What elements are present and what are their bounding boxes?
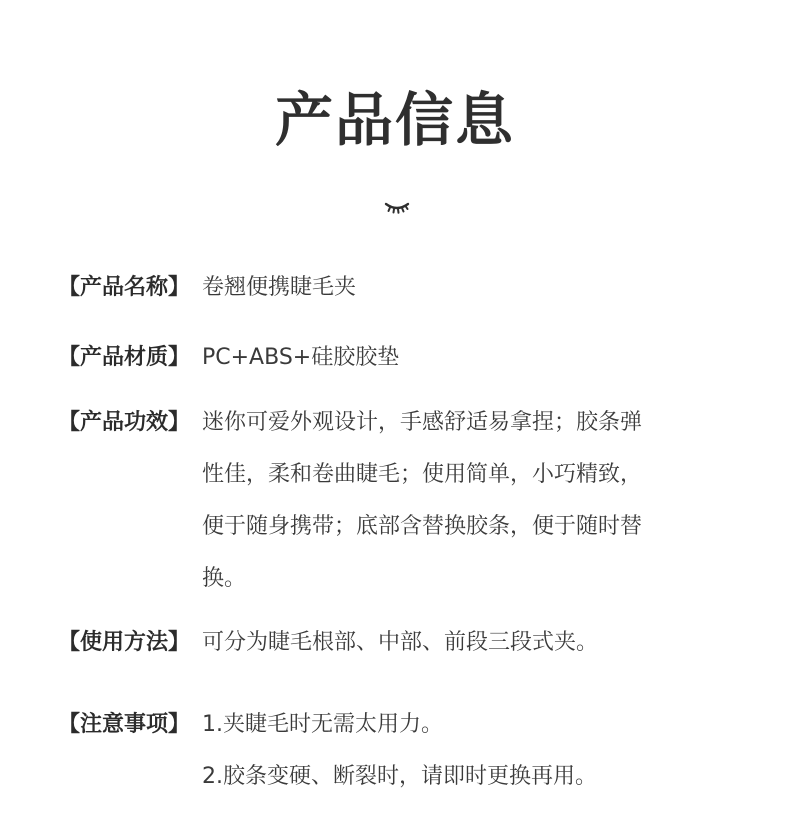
eyelash-icon <box>383 200 411 216</box>
product-name-label: 【产品名称】 <box>58 275 191 300</box>
product-material-text: PC+ABS+硅胶胶垫 <box>202 345 400 370</box>
notes-line: 2.胶条变硬、断裂时，请即时更换再用。 <box>202 764 597 789</box>
product-material-value <box>202 332 722 384</box>
product-effect-line: 便于随身携带；底部含替换胶条，便于随时替 <box>202 514 643 539</box>
product-material-label: 【产品材质】 <box>58 345 191 370</box>
product-effect-line: 迷你可爱外观设计，手感舒适易拿捏；胶条弹 <box>202 410 643 435</box>
product-name-value <box>202 262 722 314</box>
product-effect-line: 换。 <box>202 566 247 591</box>
notes-value <box>202 699 722 803</box>
usage-value <box>202 617 722 669</box>
page-title: 产品信息 <box>274 86 515 154</box>
product-effect-label: 【产品功效】 <box>58 410 191 435</box>
usage-label: 【使用方法】 <box>58 630 191 655</box>
product-effect-line: 性佳，柔和卷曲睫毛；使用简单，小巧精致， <box>202 462 643 487</box>
notes-label: 【注意事项】 <box>58 712 191 737</box>
usage-text: 可分为睫毛根部、中部、前段三段式夹。 <box>202 630 599 655</box>
notes-line: 1.夹睫毛时无需太用力。 <box>202 712 443 737</box>
product-name-text: 卷翘便携睫毛夹 <box>202 275 357 300</box>
product-effect-value <box>202 397 722 605</box>
